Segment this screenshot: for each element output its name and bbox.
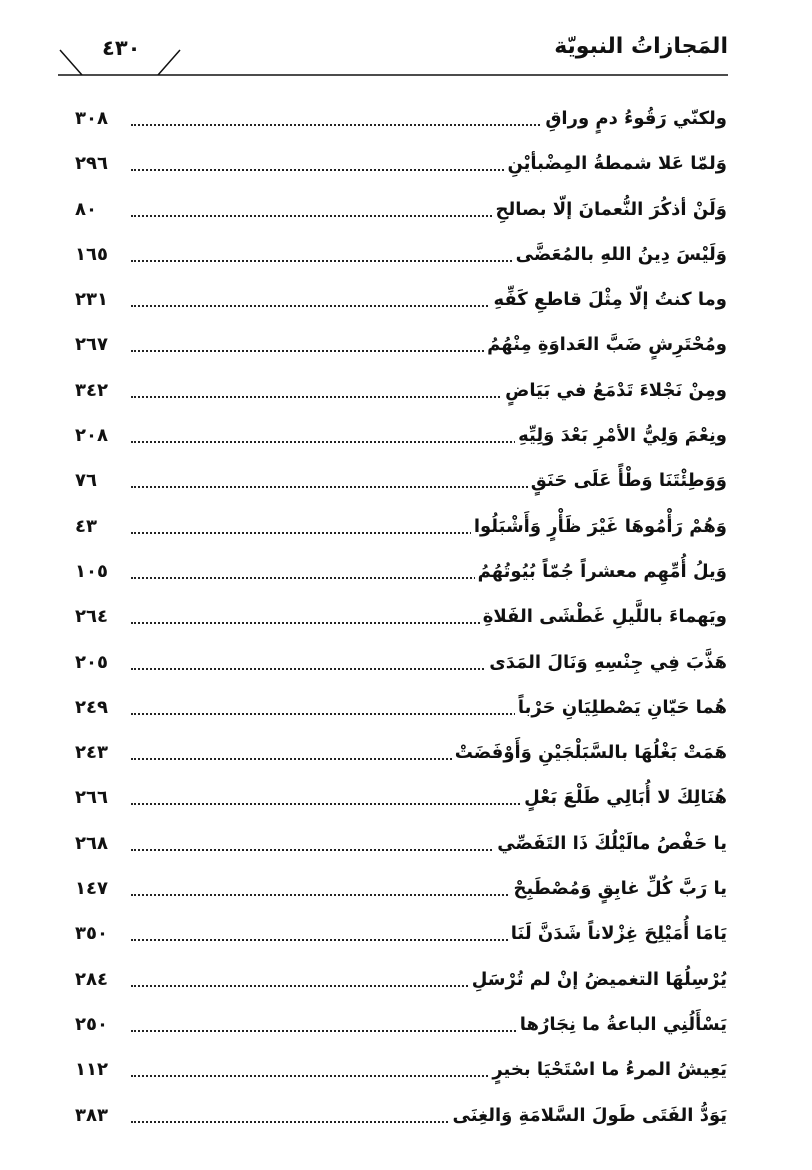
index-entry — [75, 783, 727, 828]
verse-text: ولكنّي رَقُوءُ دمٍ وراقِ — [542, 108, 727, 129]
verse-text: وَلمّا عَلا شمطةُ المِضْبأيْنِ — [504, 153, 727, 174]
index-entry — [75, 240, 727, 285]
page-reference: ١١٢ — [75, 1059, 108, 1081]
verse-text: يَامَا أُمَيْلِحَ غِزْلاناً شَدَنَّ لَنَا — [508, 923, 727, 944]
index-entry — [75, 965, 727, 1010]
page-reference: ٧٦ — [75, 470, 97, 492]
page-reference: ٢٩٦ — [75, 153, 108, 175]
page-reference: ٢٤٩ — [75, 696, 108, 718]
index-entry — [75, 466, 727, 511]
page-reference: ٢٦٦ — [75, 787, 108, 809]
verse-text: هُنَالِكَ لا أُبَالِي طَلْعَ بَعْلٍ — [521, 787, 727, 808]
page-reference: ٣٨٣ — [75, 1104, 108, 1126]
page-reference: ٢٦٤ — [75, 606, 108, 628]
page-reference: ٤٣ — [75, 515, 97, 537]
page-reference: ١٠٥ — [75, 560, 108, 582]
running-title: المَجازاتُ النبويّة — [554, 34, 728, 59]
index-entry — [75, 829, 727, 874]
page-reference: ١٦٥ — [75, 243, 108, 265]
verse-text: ومُحْتَرِشٍ ضَبَّ العَداوَةِ مِنْهُمُ — [484, 334, 727, 355]
verse-text: وما كنتُ إلّا مِثْلَ قاطعِ كَفِّهِ — [490, 289, 727, 310]
index-entry — [75, 919, 727, 964]
verse-text: هَمَتْ بَغْلُهَا بالسَّبَلْجَيْنِ وَأَوْفَضَتْ — [452, 742, 727, 763]
index-entry — [75, 1101, 727, 1146]
index-entry — [75, 195, 727, 240]
verse-text: ويَهماءَ باللَّيلِ غَطْشَى الفَلاةِ — [480, 606, 727, 627]
page-reference: ٢٨٤ — [75, 968, 108, 990]
page-reference: ٢٦٨ — [75, 832, 108, 854]
index-entry — [75, 149, 727, 194]
verse-text: وَوَطِئْتَنَا وَطْأً عَلَى حَنَقٍ — [528, 470, 727, 491]
verse-text: يَعِيشُ المرءُ ما اسْتَحْيَا بخيرٍ — [489, 1059, 727, 1080]
index-entry — [75, 738, 727, 783]
index-entry — [75, 512, 727, 557]
verse-text: وَلَنْ أذكُرَ النُّعمانَ إلّا بصالحِ — [493, 199, 727, 220]
index-entry — [75, 648, 727, 693]
verse-text: وَيلُ أُمِّهِم معشراً جُمّاً بُيُوتُهُمُ — [475, 561, 727, 582]
verse-text: وَلَيْسَ دِينُ اللهِ بالمُعَضَّى — [513, 244, 727, 265]
index-entry — [75, 557, 727, 602]
page-number: ٤٣٠ — [102, 36, 141, 60]
verse-text: يا حَفْصُ مالَيْلُكَ ذَا التَفَصِّي — [494, 833, 727, 854]
verse-text: يا رَبَّ كُلِّ غابِقٍ وَمُصْطَبِحْ — [510, 878, 727, 899]
index-entry — [75, 376, 727, 421]
page-reference: ٨٠ — [75, 198, 97, 220]
index-entry — [75, 602, 727, 647]
index-list — [75, 104, 727, 1146]
page-reference: ٢٦٧ — [75, 334, 108, 356]
index-entry — [75, 421, 727, 466]
page-reference: ٢٠٥ — [75, 651, 108, 673]
verse-text: وَهُمْ رَأْمُوهَا غَيْرَ ظَأْرٍ وَأَشْبَلُوا — [471, 516, 727, 537]
page-reference: ٢٤٣ — [75, 742, 108, 764]
verse-text: ومِنْ نَجْلاءَ تَدْمَعُ في بَيَاضٍ — [502, 380, 727, 401]
verse-text: يَسْأَلُنِي الباعةُ ما نِجَارُها — [517, 1014, 727, 1035]
verse-text: هُما حَيّانِ يَصْطلِيَانِ حَرْباً — [515, 697, 727, 718]
page-reference: ٢٠٨ — [75, 425, 108, 447]
page-reference: ٣٥٠ — [75, 923, 108, 945]
index-entry — [75, 1010, 727, 1055]
page-reference: ٣٠٨ — [75, 108, 108, 129]
verse-text: هَذَّبَ فِي جِنْسِهِ وَنَالَ المَدَى — [486, 652, 727, 673]
index-entry — [75, 285, 727, 330]
index-entry — [75, 330, 727, 375]
verse-text: يَوَدُّ الفَتَى طَولَ السَّلامَةِ وَالغِنَى — [450, 1105, 727, 1126]
verse-text: يُرْسِلُهَا التغميضُ إنْ لم تُرْسَلِ — [469, 969, 727, 990]
page-reference: ٣٤٢ — [75, 379, 108, 401]
index-entry — [75, 1055, 727, 1100]
page-reference: ٢٣١ — [75, 289, 108, 311]
index-entry — [75, 693, 727, 738]
verse-text: ونِعْمَ وَلِيُّ الأمْرِ بَعْدَ وَلِيِّهِ — [515, 425, 727, 446]
page-header — [58, 30, 728, 76]
index-entry — [75, 874, 727, 919]
page-reference: ٢٥٠ — [75, 1013, 108, 1035]
index-entry — [75, 104, 727, 149]
page-reference: ١٤٧ — [75, 878, 108, 900]
